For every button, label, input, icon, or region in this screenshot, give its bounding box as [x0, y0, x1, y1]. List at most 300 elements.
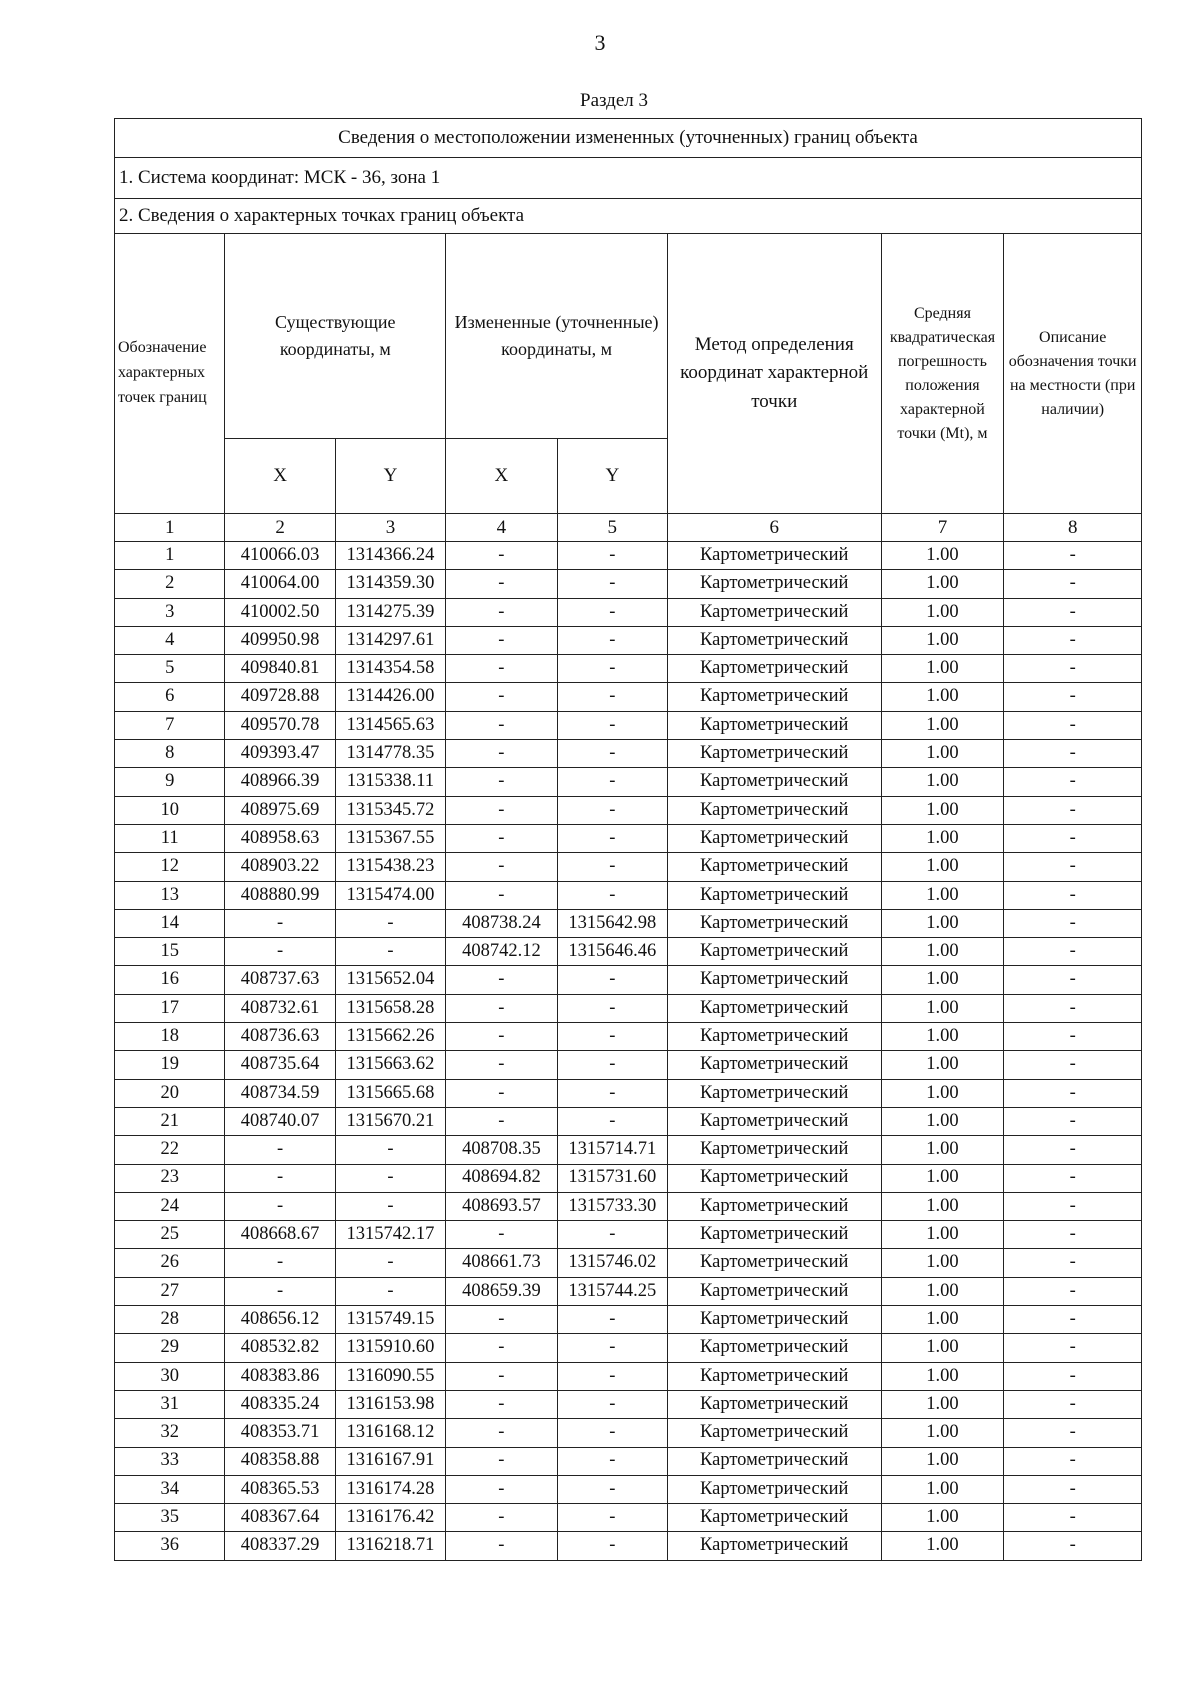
cell-method: Картометрический [668, 1306, 882, 1334]
cell-existing-x: 408335.24 [225, 1390, 335, 1418]
cell-point-number: 24 [115, 1192, 225, 1220]
column-number-7: 7 [881, 514, 1004, 542]
cell-changed-x: 408661.73 [446, 1249, 557, 1277]
cell-method: Картометрический [668, 853, 882, 881]
column-number-2: 2 [225, 514, 335, 542]
cell-existing-y: 1314275.39 [335, 598, 445, 626]
cell-method: Картометрический [668, 626, 882, 654]
table-row [115, 1079, 1142, 1107]
cell-existing-y: 1315670.21 [335, 1107, 445, 1135]
header-description: Описание обозначения точки на местности (при наличии) [1004, 234, 1142, 514]
cell-description: - [1004, 1249, 1142, 1277]
boundary-points-table [114, 118, 1142, 1561]
cell-changed-y: - [557, 1079, 667, 1107]
cell-changed-y: - [557, 598, 667, 626]
header-existing-coordinates: Существующие координаты, м [225, 234, 446, 439]
cell-description: - [1004, 909, 1142, 937]
cell-changed-y: - [557, 994, 667, 1022]
table-row [115, 1475, 1142, 1503]
cell-changed-x: - [446, 542, 557, 570]
cell-changed-y: - [557, 1107, 667, 1135]
cell-existing-x: 410002.50 [225, 598, 335, 626]
cell-changed-x: - [446, 796, 557, 824]
cell-point-number: 20 [115, 1079, 225, 1107]
table-row [115, 1249, 1142, 1277]
cell-method: Картометрический [668, 966, 882, 994]
cell-existing-x: 408383.86 [225, 1362, 335, 1390]
cell-mean-error: 1.00 [881, 740, 1004, 768]
cell-point-number: 36 [115, 1532, 225, 1560]
table-row [115, 1051, 1142, 1079]
cell-method: Картометрический [668, 740, 882, 768]
coord-system: 1. Система координат: МСК - 36, зона 1 [115, 158, 1142, 199]
cell-description: - [1004, 1277, 1142, 1305]
cell-method: Картометрический [668, 711, 882, 739]
table-row [115, 711, 1142, 739]
table-row [115, 966, 1142, 994]
cell-method: Картометрический [668, 570, 882, 598]
cell-method: Картометрический [668, 1504, 882, 1532]
cell-mean-error: 1.00 [881, 1277, 1004, 1305]
cell-description: - [1004, 740, 1142, 768]
cell-point-number: 26 [115, 1249, 225, 1277]
cell-description: - [1004, 570, 1142, 598]
cell-changed-y: - [557, 1504, 667, 1532]
cell-existing-x: 409570.78 [225, 711, 335, 739]
header-mean-error: Средняя квадратическая погрешность положения характерной точки (Mt), м [881, 234, 1004, 514]
table-row [115, 938, 1142, 966]
cell-changed-x: - [446, 1504, 557, 1532]
cell-mean-error: 1.00 [881, 1362, 1004, 1390]
cell-mean-error: 1.00 [881, 1079, 1004, 1107]
cell-mean-error: 1.00 [881, 1306, 1004, 1334]
table-row [115, 626, 1142, 654]
cell-existing-x: 408353.71 [225, 1419, 335, 1447]
points-heading-row [115, 199, 1142, 234]
cell-existing-y: 1316176.42 [335, 1504, 445, 1532]
cell-point-number: 31 [115, 1390, 225, 1418]
cell-point-number: 1 [115, 542, 225, 570]
cell-existing-x: 410064.00 [225, 570, 335, 598]
cell-method: Картометрический [668, 994, 882, 1022]
table-row [115, 796, 1142, 824]
cell-description: - [1004, 853, 1142, 881]
points-heading: 2. Сведения о характерных точках границ объекта [115, 199, 1142, 234]
cell-point-number: 27 [115, 1277, 225, 1305]
cell-existing-x: 409950.98 [225, 626, 335, 654]
cell-changed-x: - [446, 1051, 557, 1079]
table-row [115, 909, 1142, 937]
cell-point-number: 15 [115, 938, 225, 966]
cell-mean-error: 1.00 [881, 1249, 1004, 1277]
cell-existing-x: 409728.88 [225, 683, 335, 711]
cell-changed-y: - [557, 1475, 667, 1503]
cell-existing-y: 1315474.00 [335, 881, 445, 909]
cell-existing-y: 1314565.63 [335, 711, 445, 739]
cell-changed-y: - [557, 626, 667, 654]
cell-point-number: 9 [115, 768, 225, 796]
cell-changed-y: 1315714.71 [557, 1136, 667, 1164]
cell-description: - [1004, 683, 1142, 711]
cell-mean-error: 1.00 [881, 768, 1004, 796]
cell-description: - [1004, 1390, 1142, 1418]
cell-existing-x: 409393.47 [225, 740, 335, 768]
cell-method: Картометрический [668, 1390, 882, 1418]
cell-mean-error: 1.00 [881, 1221, 1004, 1249]
table-row [115, 683, 1142, 711]
table-row [115, 542, 1142, 570]
cell-existing-y: 1315652.04 [335, 966, 445, 994]
table-row [115, 1390, 1142, 1418]
cell-existing-x: - [225, 1192, 335, 1220]
table-row [115, 1334, 1142, 1362]
cell-changed-y: 1315744.25 [557, 1277, 667, 1305]
cell-point-number: 6 [115, 683, 225, 711]
cell-existing-x: 408880.99 [225, 881, 335, 909]
table-row [115, 598, 1142, 626]
header-changed-x: X [446, 439, 557, 514]
cell-changed-x: - [446, 824, 557, 852]
cell-point-number: 16 [115, 966, 225, 994]
cell-existing-x: 408736.63 [225, 1023, 335, 1051]
cell-mean-error: 1.00 [881, 598, 1004, 626]
table-row [115, 994, 1142, 1022]
column-number-6: 6 [668, 514, 882, 542]
cell-mean-error: 1.00 [881, 881, 1004, 909]
cell-point-number: 5 [115, 655, 225, 683]
cell-existing-y: 1316218.71 [335, 1532, 445, 1560]
cell-mean-error: 1.00 [881, 853, 1004, 881]
cell-existing-y: - [335, 938, 445, 966]
cell-point-number: 12 [115, 853, 225, 881]
cell-changed-y: - [557, 1362, 667, 1390]
cell-method: Картометрический [668, 1051, 882, 1079]
cell-method: Картометрический [668, 1334, 882, 1362]
cell-description: - [1004, 1107, 1142, 1135]
cell-point-number: 21 [115, 1107, 225, 1135]
cell-mean-error: 1.00 [881, 1107, 1004, 1135]
cell-description: - [1004, 1475, 1142, 1503]
table-row [115, 1192, 1142, 1220]
cell-method: Картометрический [668, 1249, 882, 1277]
cell-changed-x: - [446, 853, 557, 881]
table-row [115, 1362, 1142, 1390]
cell-existing-x: 408737.63 [225, 966, 335, 994]
cell-method: Картометрический [668, 655, 882, 683]
cell-point-number: 4 [115, 626, 225, 654]
cell-changed-x: - [446, 1419, 557, 1447]
cell-changed-x: - [446, 740, 557, 768]
cell-description: - [1004, 1306, 1142, 1334]
cell-changed-x: - [446, 1306, 557, 1334]
cell-point-number: 33 [115, 1447, 225, 1475]
cell-existing-x: 410066.03 [225, 542, 335, 570]
cell-method: Картометрический [668, 1079, 882, 1107]
cell-existing-x: 408975.69 [225, 796, 335, 824]
cell-changed-x: - [446, 1334, 557, 1362]
cell-changed-x: - [446, 711, 557, 739]
cell-mean-error: 1.00 [881, 796, 1004, 824]
cell-existing-y: - [335, 1164, 445, 1192]
cell-changed-y: - [557, 542, 667, 570]
cell-changed-x: - [446, 994, 557, 1022]
cell-existing-x: 408740.07 [225, 1107, 335, 1135]
cell-description: - [1004, 655, 1142, 683]
cell-mean-error: 1.00 [881, 683, 1004, 711]
table-title-row [115, 119, 1142, 158]
cell-mean-error: 1.00 [881, 1192, 1004, 1220]
cell-changed-y: - [557, 683, 667, 711]
cell-changed-x: 408708.35 [446, 1136, 557, 1164]
cell-description: - [1004, 1136, 1142, 1164]
cell-mean-error: 1.00 [881, 1419, 1004, 1447]
cell-existing-y: 1315662.26 [335, 1023, 445, 1051]
cell-method: Картометрический [668, 1277, 882, 1305]
cell-method: Картометрический [668, 768, 882, 796]
cell-method: Картометрический [668, 881, 882, 909]
table-title: Сведения о местоположении измененных (уточненных) границ объекта [115, 119, 1142, 158]
cell-description: - [1004, 796, 1142, 824]
cell-point-number: 34 [115, 1475, 225, 1503]
header-row-top [115, 234, 1142, 439]
cell-changed-x: - [446, 1023, 557, 1051]
cell-existing-y: 1316174.28 [335, 1475, 445, 1503]
cell-changed-y: - [557, 570, 667, 598]
cell-existing-x: 408734.59 [225, 1079, 335, 1107]
cell-existing-y: 1315345.72 [335, 796, 445, 824]
cell-existing-x: - [225, 1136, 335, 1164]
cell-method: Картометрический [668, 1023, 882, 1051]
cell-existing-x: 408903.22 [225, 853, 335, 881]
cell-mean-error: 1.00 [881, 1051, 1004, 1079]
cell-existing-y: 1314354.58 [335, 655, 445, 683]
cell-changed-y: 1315646.46 [557, 938, 667, 966]
cell-changed-y: 1315733.30 [557, 1192, 667, 1220]
cell-existing-x: 408668.67 [225, 1221, 335, 1249]
cell-changed-y: - [557, 768, 667, 796]
cell-point-number: 28 [115, 1306, 225, 1334]
cell-existing-y: - [335, 1136, 445, 1164]
cell-method: Картометрический [668, 1107, 882, 1135]
cell-mean-error: 1.00 [881, 570, 1004, 598]
cell-existing-x: 408532.82 [225, 1334, 335, 1362]
table-row [115, 853, 1142, 881]
table-row [115, 655, 1142, 683]
cell-existing-y: 1314366.24 [335, 542, 445, 570]
cell-existing-y: 1315749.15 [335, 1306, 445, 1334]
cell-existing-y: - [335, 1249, 445, 1277]
cell-changed-y: 1315746.02 [557, 1249, 667, 1277]
cell-existing-x: - [225, 1277, 335, 1305]
cell-description: - [1004, 824, 1142, 852]
cell-description: - [1004, 1221, 1142, 1249]
cell-method: Картометрический [668, 598, 882, 626]
cell-existing-y: 1315367.55 [335, 824, 445, 852]
cell-mean-error: 1.00 [881, 1023, 1004, 1051]
cell-point-number: 22 [115, 1136, 225, 1164]
cell-mean-error: 1.00 [881, 938, 1004, 966]
cell-changed-y: - [557, 1390, 667, 1418]
cell-changed-y: - [557, 881, 667, 909]
cell-point-number: 17 [115, 994, 225, 1022]
cell-mean-error: 1.00 [881, 966, 1004, 994]
column-number-5: 5 [557, 514, 667, 542]
cell-mean-error: 1.00 [881, 1334, 1004, 1362]
cell-description: - [1004, 1504, 1142, 1532]
cell-method: Картометрический [668, 1447, 882, 1475]
cell-method: Картометрический [668, 938, 882, 966]
cell-changed-x: - [446, 1107, 557, 1135]
cell-changed-x: 408693.57 [446, 1192, 557, 1220]
cell-point-number: 11 [115, 824, 225, 852]
cell-changed-x: - [446, 881, 557, 909]
cell-changed-y: - [557, 711, 667, 739]
cell-method: Картометрический [668, 1419, 882, 1447]
cell-changed-x: - [446, 598, 557, 626]
cell-changed-y: - [557, 740, 667, 768]
cell-changed-y: - [557, 1051, 667, 1079]
cell-point-number: 8 [115, 740, 225, 768]
table-row [115, 1164, 1142, 1192]
cell-description: - [1004, 1362, 1142, 1390]
cell-changed-y: - [557, 655, 667, 683]
table-row [115, 1107, 1142, 1135]
cell-existing-y: 1314426.00 [335, 683, 445, 711]
column-number-8: 8 [1004, 514, 1142, 542]
cell-changed-x: - [446, 655, 557, 683]
cell-changed-x: 408694.82 [446, 1164, 557, 1192]
cell-description: - [1004, 1023, 1142, 1051]
cell-description: - [1004, 768, 1142, 796]
cell-method: Картометрический [668, 1192, 882, 1220]
cell-point-number: 7 [115, 711, 225, 739]
cell-changed-y: - [557, 1419, 667, 1447]
coord-system-row [115, 158, 1142, 199]
cell-point-number: 29 [115, 1334, 225, 1362]
cell-description: - [1004, 881, 1142, 909]
cell-mean-error: 1.00 [881, 711, 1004, 739]
cell-changed-x: - [446, 626, 557, 654]
cell-mean-error: 1.00 [881, 994, 1004, 1022]
cell-changed-y: - [557, 966, 667, 994]
cell-existing-x: 408656.12 [225, 1306, 335, 1334]
cell-point-number: 30 [115, 1362, 225, 1390]
cell-changed-x: - [446, 966, 557, 994]
cell-point-number: 32 [115, 1419, 225, 1447]
cell-existing-y: 1315658.28 [335, 994, 445, 1022]
cell-existing-x: - [225, 1164, 335, 1192]
cell-description: - [1004, 1164, 1142, 1192]
cell-existing-y: 1316167.91 [335, 1447, 445, 1475]
cell-mean-error: 1.00 [881, 1390, 1004, 1418]
cell-description: - [1004, 1419, 1142, 1447]
cell-changed-x: - [446, 1475, 557, 1503]
cell-changed-x: - [446, 683, 557, 711]
cell-description: - [1004, 1334, 1142, 1362]
table-row [115, 570, 1142, 598]
cell-method: Картометрический [668, 1221, 882, 1249]
table-row [115, 1277, 1142, 1305]
cell-existing-y: 1315742.17 [335, 1221, 445, 1249]
cell-existing-y: 1315910.60 [335, 1334, 445, 1362]
cell-description: - [1004, 994, 1142, 1022]
cell-description: - [1004, 1079, 1142, 1107]
table-row [115, 881, 1142, 909]
cell-changed-y: 1315731.60 [557, 1164, 667, 1192]
cell-changed-x: - [446, 1447, 557, 1475]
cell-changed-x: - [446, 1362, 557, 1390]
header-point-designation: Обозначение характерных точек границ [115, 234, 225, 514]
cell-changed-x: - [446, 1221, 557, 1249]
cell-description: - [1004, 626, 1142, 654]
cell-method: Картометрический [668, 1164, 882, 1192]
column-number-4: 4 [446, 514, 557, 542]
section-label: Раздел 3 [580, 90, 648, 111]
page-number: 3 [594, 30, 606, 55]
cell-existing-y: 1316168.12 [335, 1419, 445, 1447]
cell-point-number: 3 [115, 598, 225, 626]
cell-existing-y: 1314297.61 [335, 626, 445, 654]
cell-changed-y: 1315642.98 [557, 909, 667, 937]
header-changed-coordinates: Измененные (уточненные) координаты, м [446, 234, 668, 439]
cell-mean-error: 1.00 [881, 1164, 1004, 1192]
table-row [115, 740, 1142, 768]
cell-existing-x: 408735.64 [225, 1051, 335, 1079]
cell-point-number: 2 [115, 570, 225, 598]
cell-existing-y: 1315338.11 [335, 768, 445, 796]
cell-changed-y: - [557, 1306, 667, 1334]
cell-mean-error: 1.00 [881, 1504, 1004, 1532]
cell-changed-y: - [557, 1532, 667, 1560]
cell-mean-error: 1.00 [881, 542, 1004, 570]
cell-changed-x: 408659.39 [446, 1277, 557, 1305]
cell-existing-y: 1315438.23 [335, 853, 445, 881]
cell-existing-x: 408337.29 [225, 1532, 335, 1560]
cell-existing-y: 1316090.55 [335, 1362, 445, 1390]
cell-point-number: 13 [115, 881, 225, 909]
table-row [115, 1306, 1142, 1334]
column-number-3: 3 [335, 514, 445, 542]
cell-changed-y: - [557, 1334, 667, 1362]
cell-changed-x: - [446, 1390, 557, 1418]
cell-method: Картометрический [668, 683, 882, 711]
header-method: Метод определения координат характерной точки [668, 234, 882, 514]
cell-mean-error: 1.00 [881, 626, 1004, 654]
cell-existing-y: 1314359.30 [335, 570, 445, 598]
cell-changed-x: - [446, 768, 557, 796]
table-row [115, 1023, 1142, 1051]
cell-changed-y: - [557, 1023, 667, 1051]
cell-existing-x: 408358.88 [225, 1447, 335, 1475]
header-existing-y: Y [335, 439, 445, 514]
cell-description: - [1004, 938, 1142, 966]
cell-existing-x: - [225, 938, 335, 966]
cell-existing-x: 408367.64 [225, 1504, 335, 1532]
cell-changed-x: - [446, 1532, 557, 1560]
cell-existing-x: 408732.61 [225, 994, 335, 1022]
cell-description: - [1004, 542, 1142, 570]
header-changed-y: Y [557, 439, 667, 514]
cell-description: - [1004, 1192, 1142, 1220]
cell-point-number: 19 [115, 1051, 225, 1079]
cell-changed-x: - [446, 570, 557, 598]
cell-point-number: 18 [115, 1023, 225, 1051]
table-row [115, 1136, 1142, 1164]
column-number-1: 1 [115, 514, 225, 542]
cell-mean-error: 1.00 [881, 1475, 1004, 1503]
cell-existing-y: - [335, 1192, 445, 1220]
cell-method: Картометрический [668, 1475, 882, 1503]
